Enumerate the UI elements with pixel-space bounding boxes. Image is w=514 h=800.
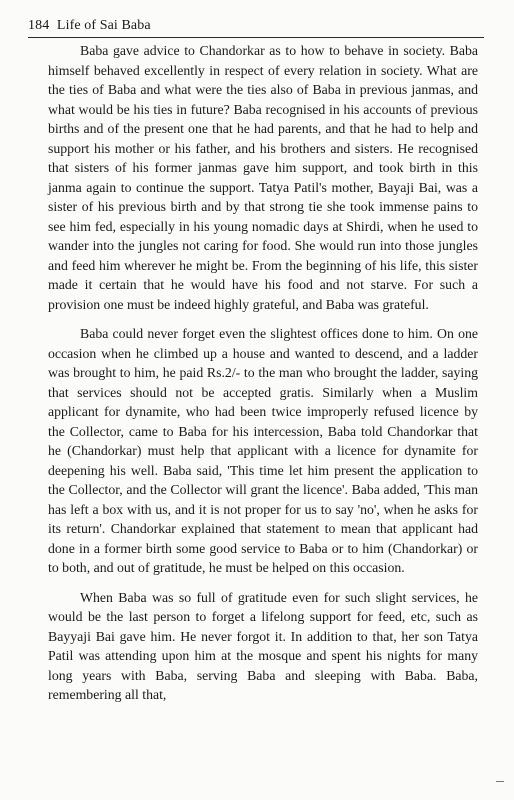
paragraph-3: When Baba was so full of gratitude even for such slight services, he would be the last person to forget a lifelong support for feed, etc, such as Bayyaji Bai gave him. He never forgot it. In addition to that, her son Tatya Patil was attending upon him at the mosque and spent his nights for many long years with Baba, serving Baba and sleeping with Baba. Baba, remembering all that, bbox=[48, 589, 478, 702]
book-title: Life of Sai Baba bbox=[56, 18, 151, 33]
body-text bbox=[48, 41, 478, 705]
page-corner-mark bbox=[496, 781, 504, 782]
running-header bbox=[28, 17, 498, 35]
paragraph-1: Baba gave advice to Chandorkar as to how to behave in society. Baba himself behaved excellently in respect of every relation in society. What are the ties of Baba and what were the ties also of Baba in previous janmas, and what would be his ties in future? Baba recognised in his accounts of previous births and of the present one that he had parents, and that he had to help and support his mother or his father, and his brothers and sisters. He recognised that sisters of his former janmas gave him support, and took birth in this janma again to continue the support. Tatya Patil's mother, Bayaji Bai, was a sister of his previous birth and by that strong tie she took immense pains to see him fed, especially in his young nomadic days at Shirdi, when he used to wander into the jungles not caring for food. She would run into those jungles and feed him wherever he might be. From the beginning of his life, this sister made it certain that he would have his food and not starve. For such a provision one must be indeed highly grateful, and Baba was grateful. bbox=[48, 43, 478, 312]
page-number: 184 bbox=[28, 18, 50, 33]
paragraph-2: Baba could never forget even the slightest offices done to him. On one occasion when he climbed up a house and wanted to descend, and a ladder was brought to him, he paid Rs.2/- to the man who brought the ladder, saying that services should not be accepted gratis. Similarly when a Muslim applicant for dynamite, who had been twice improperly refused licence by the Collector, came to Baba for his intercession, Baba told Chandorkar that he (Chandorkar) must help that applicant with a licence for dynamite for deepening his well. Baba said, 'This time let him present the application to the Collector, and the Collector will grant the licence'. Baba added, 'This man has left a box with us, and it is not proper for us to say 'no', when he asks for its return'. Chandorkar explained that statement to mean that applicant had done in a former birth some good service to Baba or to him (Chandorkar) or to both, and out of gratitude, he must be helped on this occasion. bbox=[48, 326, 478, 575]
header-rule bbox=[28, 37, 484, 38]
